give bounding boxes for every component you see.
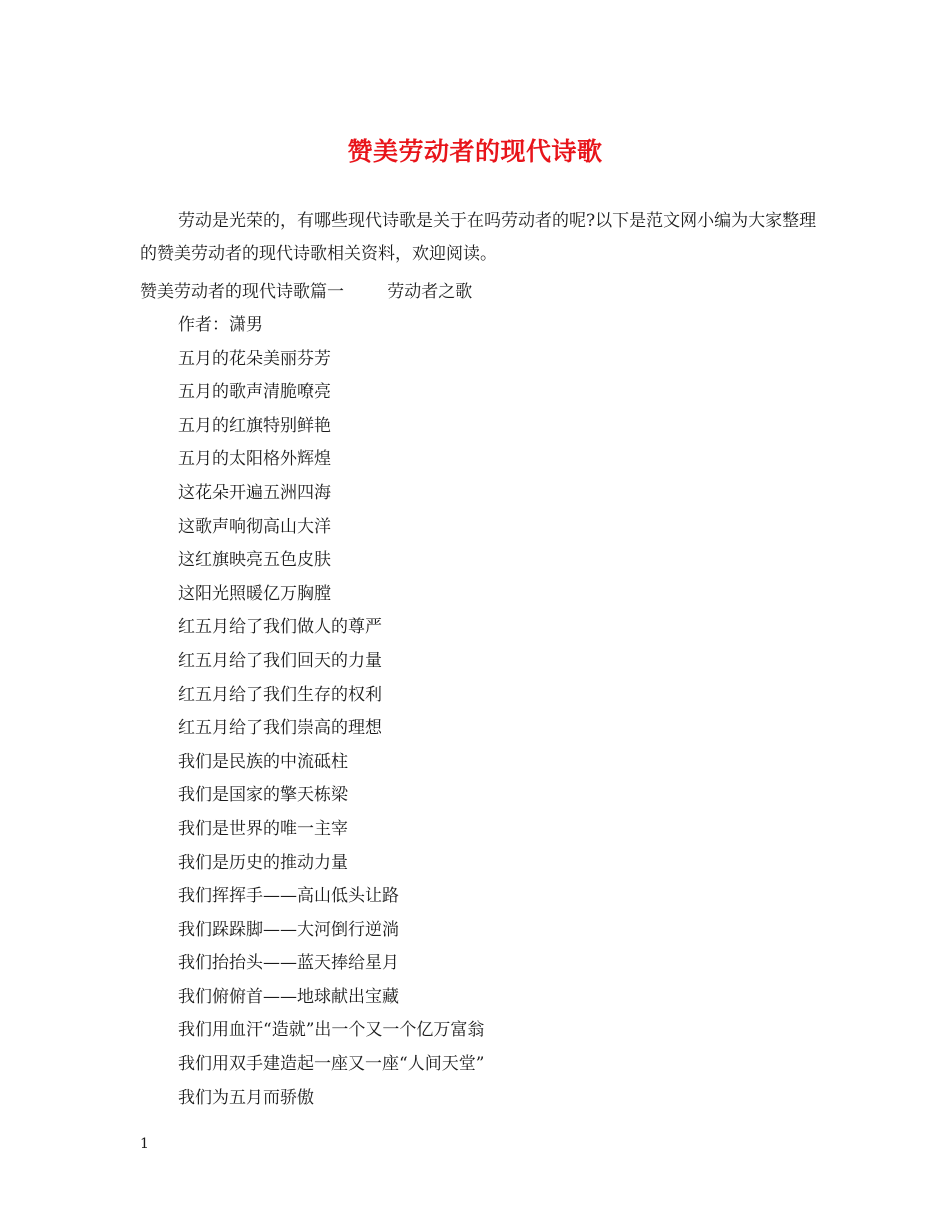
poem-line: 红五月给了我们崇高的理想 xyxy=(178,718,382,739)
poem-line: 我们是民族的中流砥柱 xyxy=(178,751,348,772)
poem-title: 劳动者之歌 xyxy=(387,282,473,302)
poem-line: 这红旗映亮五色皮肤 xyxy=(178,550,331,571)
poem-line: 我们用双手建造起一座又一座“人间天堂” xyxy=(178,1054,485,1075)
poem-line: 我们跺跺脚——大河倒行逆淌 xyxy=(178,919,399,940)
page-number: 1 xyxy=(140,1136,149,1152)
intro-paragraph: 劳动是光荣的，有哪些现代诗歌是关于在吗劳动者的呢?以下是范文网小编为大家整理的赞美劳动者的现代诗歌相关资料，欢迎阅读。 xyxy=(140,211,817,264)
document-title: 赞美劳动者的现代诗歌 xyxy=(347,137,603,166)
poem-line: 五月的花朵美丽芬芳 xyxy=(178,348,331,369)
poem-line: 五月的歌声清脆嘹亮 xyxy=(178,382,331,403)
poem-line: 我们用血汗“造就”出一个又一个亿万富翁 xyxy=(178,1020,485,1041)
poem-line: 我们为五月而骄傲 xyxy=(178,1087,314,1108)
poem-line: 这歌声响彻高山大洋 xyxy=(178,516,331,537)
poem-line: 红五月给了我们做人的尊严 xyxy=(178,617,382,638)
poem-line: 我们俯俯首——地球献出宝藏 xyxy=(178,986,399,1007)
section-heading: 赞美劳动者的现代诗歌篇一 xyxy=(140,282,344,302)
poem-line: 我们是国家的擎天栋梁 xyxy=(178,785,348,806)
poem-line: 红五月给了我们回天的力量 xyxy=(178,650,382,671)
poem-line: 红五月给了我们生存的权利 xyxy=(178,684,382,705)
poem-author: 作者：潇男 xyxy=(178,315,263,335)
poem-line: 我们挥挥手——高山低头让路 xyxy=(178,886,399,907)
poem-line: 五月的太阳格外辉煌 xyxy=(178,449,331,470)
poem-line: 我们抬抬头——蓝天捧给星月 xyxy=(178,953,399,974)
poem-line: 我们是历史的推动力量 xyxy=(178,852,348,873)
poem-body xyxy=(178,309,484,1115)
section-heading-line xyxy=(140,276,472,309)
poem-line: 五月的红旗特别鲜艳 xyxy=(178,415,331,436)
poem-line: 这阳光照暖亿万胸膛 xyxy=(178,583,331,604)
poem-line: 我们是世界的唯一主宰 xyxy=(178,818,348,839)
poem-line: 这花朵开遍五洲四海 xyxy=(178,482,331,503)
